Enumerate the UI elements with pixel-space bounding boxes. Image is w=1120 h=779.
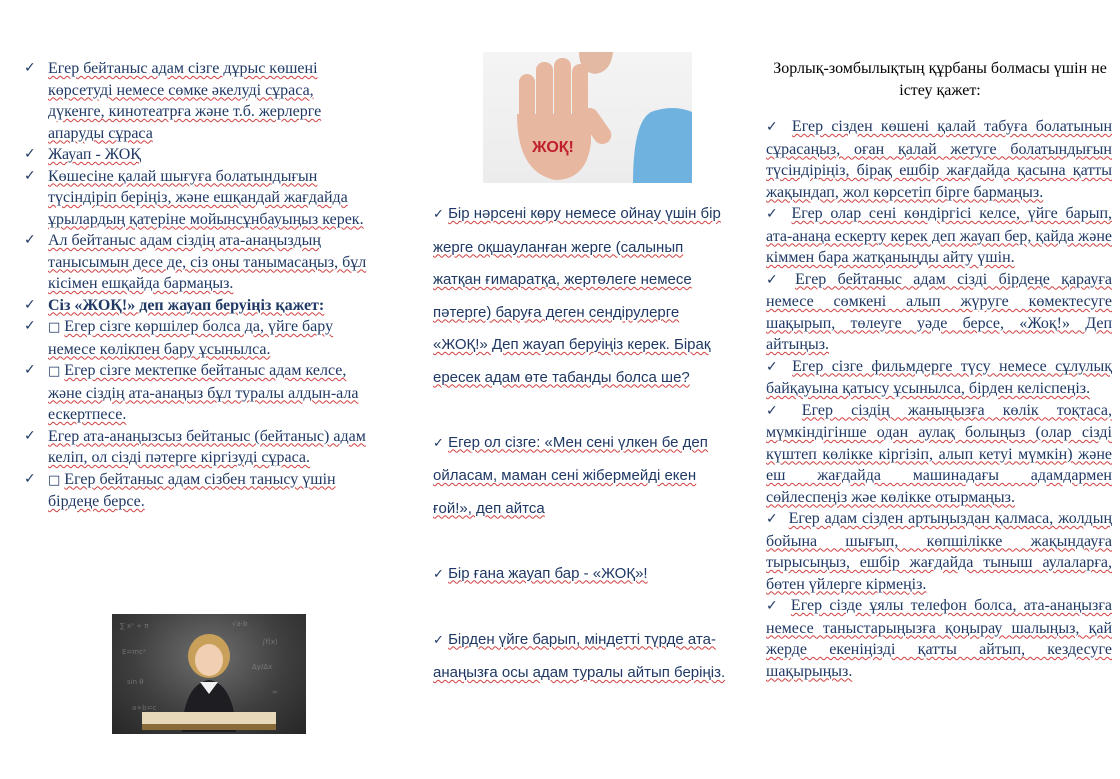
left-item-6: ✓ □ Егер сізге көршілер болса да, үйге бару немесе көлікпен бару ұсынылса. (24, 318, 334, 358)
right-column-title: Зорлық-зомбылықтың құрбаны болмасы үшін не істеу қажет: (773, 60, 1107, 99)
check-icon: ✓ (24, 318, 36, 334)
check-icon: ✓ (24, 232, 36, 248)
check-icon: ✓ (24, 427, 36, 444)
right-paragraph-6: ✓ Егер адам сізден артыңыздан қалмаса, жолдың бойына шығып, көпшілікке жақындауға тырысыңыз, ешбір жағдайда тыныш аулаларға, бөтен үйлерге кірмеңіз. (766, 510, 1113, 593)
check-icon: ✓ (766, 598, 781, 614)
girl-reading-illustration (112, 614, 306, 734)
check-icon: ✓ (433, 632, 444, 648)
right-paragraph-3: ✓ Егер бейтаныс адам сізді бірдеңе қарауға немесе сөмкені алып жүруге көмектесуге шақырып, төлеуге уәде берсе, «Жоқ!» Деп айтыңыз. (766, 270, 1113, 353)
check-icon: ✓ (433, 207, 444, 222)
check-icon: ✓ (766, 358, 783, 375)
box-icon: □ (48, 320, 61, 335)
svg-text:E=mc²: E=mc² (122, 648, 146, 656)
middle-paragraph-1: ✓ Бір нәрсені көру немесе ойнау үшін бір жерге оқшауланған жерге (салынып жатқан ғимаратқа, жертөлеге немесе пәтерге) баруға деген сендірулерге «ЖОҚ!» Деп жауап беруіңіз керек. Бірақ ересек адам өте табанды болса ше? (433, 205, 721, 386)
left-item-2: ✓ Жауап - ЖОҚ (24, 144, 369, 166)
left-checklist (24, 58, 369, 513)
check-icon: ✓ (24, 167, 36, 184)
svg-text:√a·b: √a·b (232, 620, 248, 628)
check-icon: ✓ (24, 60, 36, 76)
middle-paragraph-3: ✓ Бір ғана жауап бар - «ЖОҚ»! (433, 564, 648, 582)
check-icon: ✓ (24, 146, 36, 162)
check-icon: ✓ (24, 362, 36, 378)
right-paragraph-7: ✓ Егер сізде ұялы телефон болса, ата-анаңызға немесе таныстарыңызға қоңырау шалыңыз, қай жерде екеніңізді қатты айтып, кездесуге шақырыңыз. (766, 597, 1112, 680)
right-paragraph-4: ✓ Егер сізге фильмдерге түсу немесе сұлулық байқауына қатысу ұсынылса, бірден келіспеңіз. (766, 357, 1112, 397)
middle-paragraph-2: ✓ Егер ол сізге: «Мен сені үлкен бе деп ойласам, маман сені жібермейді екен ғой!», деп айтса (433, 433, 708, 517)
left-column (24, 58, 369, 513)
right-column (766, 116, 1112, 682)
svg-text:∫f(x): ∫f(x) (262, 638, 278, 646)
box-icon: □ (48, 364, 61, 379)
check-icon: ✓ (766, 119, 782, 135)
left-item-4: ✓ Ал бейтаныс адам сіздің ата-анаңыздың танысымын десе де, сіз оны танымасаңыз, бұл кісімен ешқайда бармаңыз. (24, 232, 367, 292)
left-item-5-heading: ✓ Сіз «ЖОҚ!» деп жауап беруіңіз қажет: (24, 295, 369, 317)
stop-hand-photo (483, 52, 692, 183)
left-item-1: ✓ Егер бейтаныс адам сізге дұрыс көшені көрсетуді немесе сөмке әкелуді сұраса, дүкенге, кинотеатрға және т.б. жерлерге апаруды сұраса (24, 60, 322, 142)
check-icon: ✓ (766, 271, 786, 288)
check-icon: ✓ (433, 435, 444, 451)
spacer (433, 525, 733, 558)
stop-hand-illustration (483, 52, 692, 183)
svg-text:Δy/Δx: Δy/Δx (252, 663, 273, 671)
right-paragraph-1: ✓ Егер сізден көшені қалай табуға болатынын сұрасаңыз, оған қалай жетуге болатындығын түсіндіріңіз, бірақ ешбір жағдайда қасына қатты жақындап, жол көрсетіп бірге бармаңыз. (766, 118, 1112, 201)
check-icon: ✓ (433, 566, 444, 582)
stop-sign-text: ЖОҚ! (532, 139, 574, 156)
check-icon: ✓ (24, 296, 36, 313)
svg-text:a+b=c: a+b=c (132, 704, 157, 712)
right-paragraph-2: ✓ Егер олар сені көндіргісі келсе, үйге барып, ата-анаңа ескерту керек деп жауап бер, қайда және кіммен бара жатқаныңды айту үшін. (766, 205, 1113, 266)
svg-text:sin θ: sin θ (127, 678, 144, 686)
check-icon: ✓ (766, 511, 779, 527)
svg-text:∞: ∞ (272, 688, 278, 696)
left-item-9: ✓ □ Егер бейтаныс адам сізбен танысу үшін бірдеңе берсе. (24, 470, 336, 510)
spacer (433, 394, 733, 427)
middle-column (433, 198, 733, 690)
check-icon: ✓ (24, 470, 36, 487)
right-paragraph-5: ✓ Егер сіздің жаныңызға көлік тоқтаса, мүмкіндігінше одан аулақ болыңыз (олар сізді күштеп көлікке кіргізіп, алып кетуі мүмкін) және еш жағдайда машинадағы адамдармен сөйлеспеңіз жәе көлікке отырмаңыз. (766, 401, 1112, 506)
check-icon: ✓ (766, 206, 782, 222)
girl-reading-photo (112, 614, 306, 734)
check-icon: ✓ (766, 402, 792, 419)
left-item-7: ✓ □ Егер сізге мектепке бейтаныс адам келсе, және сіздің ата-анаңыз бұл туралы алдын-ала ескертпесе. (24, 362, 359, 423)
svg-text:∑ x² + π: ∑ x² + π (120, 622, 149, 630)
left-item-8: ✓ Егер ата-анаңызсыз бейтаныс (бейтаныс) адам келіп, ол сізді пәтерге кіргізуді сұраса. (24, 427, 366, 466)
middle-paragraph-4: ✓ Бірден үйге барып, міндетті түрде ата-анаңызға осы адам туралы айтып беріңіз. (433, 630, 726, 681)
box-icon: □ (48, 472, 61, 488)
spacer (433, 591, 733, 624)
left-item-3: ✓ Көшесіне қалай шығуға болатындығын түсіндіріп беріңіз, және ешқандай жағдайда ұрылардың қатеріне мойынсұнбауыңыз керек. (24, 167, 364, 228)
